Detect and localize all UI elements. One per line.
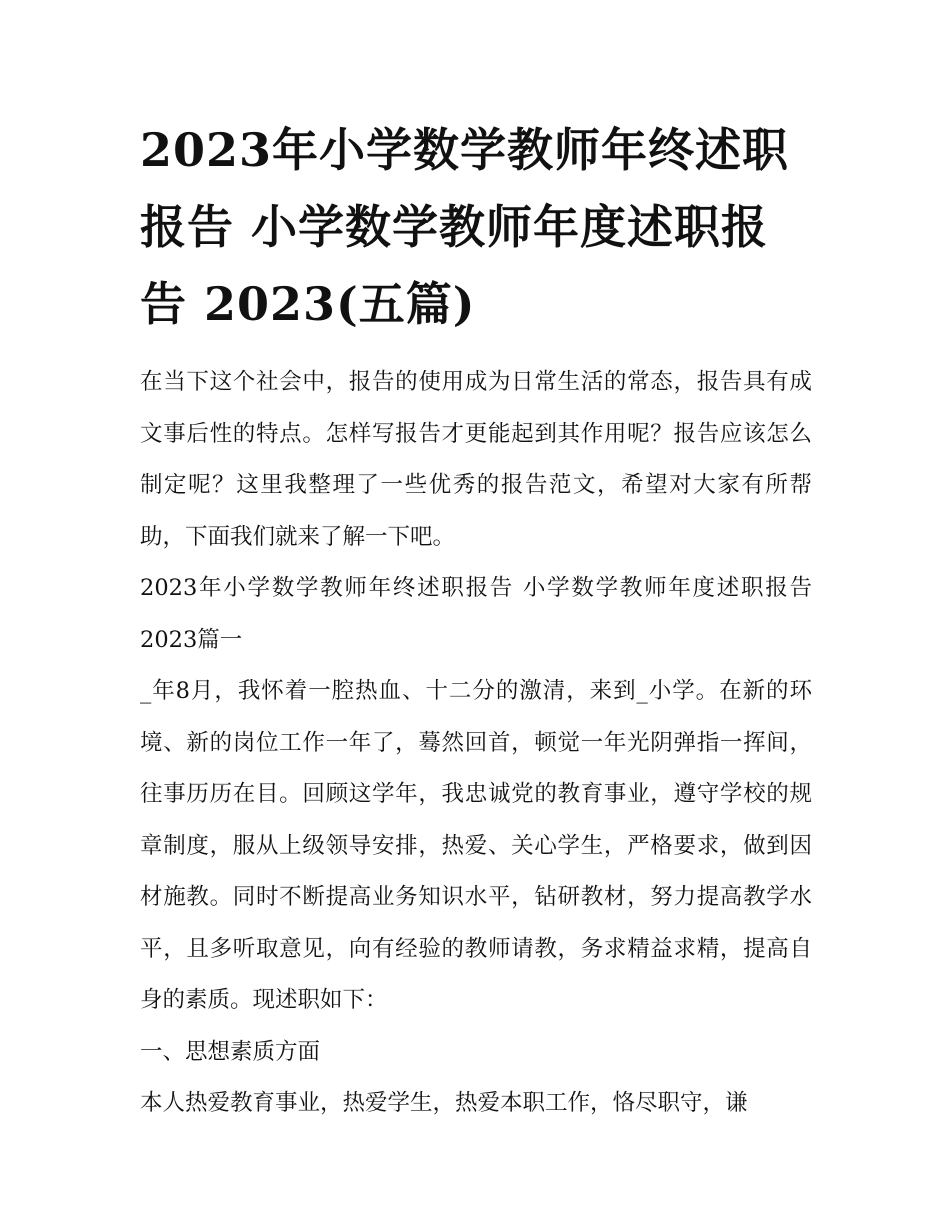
body-paragraph: _年8月，我怀着一腔热血、十二分的激清，来到_小学。在新的环境、新的岗位工作一年了，蓦然回首，顿觉一年光阴弹指一挥间，往事历历在目。回顾这学年，我忠诚党的教育事业，遵守学校的规章制度，服从上级领导安排，热爱、关心学生，严格要求，做到因材施教。同时不断提高业务知识水平，钻研教材，努力提高教学水平，且多听取意见，向有经验的教师请教，务求精益求精，提高自身的素质。现述职如下：: [140, 678, 812, 1013]
subheading: 一、思想素质方面: [140, 1038, 321, 1065]
section-heading: 2023年小学数学教师年终述职报告 小学数学教师年度述职报告 2023篇一: [140, 575, 812, 653]
last-paragraph: 本人热爱教育事业，热爱学生，热爱本职工作，恪尽职守，谦: [140, 1090, 748, 1116]
document-title: 2023年小学数学教师年终述职报告 小学数学教师年度述职报告 2023(五篇): [140, 123, 790, 331]
document-page: [140, 112, 812, 1130]
intro-paragraph: 在当下这个社会中，报告的使用成为日常生活的常态，报告具有成文事后性的特点。怎样写报告才更能起到其作用呢？报告应该怎么制定呢？这里我整理了一些优秀的报告范文，希望对大家有所帮助，下面我们就来了解一下吧。: [140, 369, 812, 550]
